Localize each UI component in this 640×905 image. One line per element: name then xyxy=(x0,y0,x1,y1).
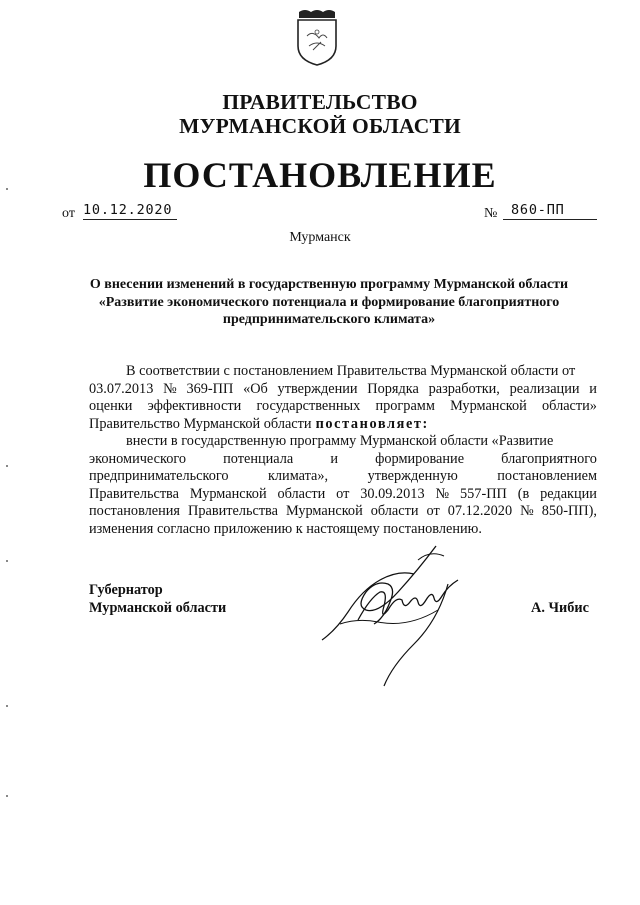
word: постановления xyxy=(89,503,180,519)
word: климата», xyxy=(267,468,329,484)
signatory-position xyxy=(89,582,226,617)
word: государственных xyxy=(256,398,361,414)
word: предпринимательского xyxy=(89,468,229,484)
word: потенциала xyxy=(223,450,294,467)
coat-of-arms-icon xyxy=(293,8,341,66)
word: области xyxy=(370,503,419,519)
word: Мурманской xyxy=(189,485,267,502)
word: утверждении xyxy=(277,380,358,397)
scan-mark xyxy=(6,560,8,562)
word: В соответствии с постановлением Правительства Мурманской области от xyxy=(126,363,576,379)
paragraph-last-line xyxy=(89,416,597,434)
word: благоприятного xyxy=(501,450,597,467)
word: № xyxy=(163,380,177,397)
authority-name-line2: МУРМАНСКОЙ ОБЛАСТИ xyxy=(179,114,461,138)
word: 369-ПП xyxy=(186,380,234,397)
word: 30.09.2013 xyxy=(360,485,425,502)
word: и xyxy=(330,450,339,467)
paragraph-line xyxy=(89,468,597,486)
word: Мурманской xyxy=(285,503,363,519)
word: эффективности xyxy=(147,398,242,414)
word: № xyxy=(520,503,534,519)
document-type: ПОСТАНОВЛЕНИЕ xyxy=(143,155,497,195)
paragraph-last-line xyxy=(89,521,597,539)
scan-mark xyxy=(6,795,8,797)
word: Мурманской xyxy=(450,398,527,414)
word: формирование xyxy=(375,450,465,467)
position-line: Мурманской области xyxy=(89,599,227,616)
word: разработки, xyxy=(428,380,500,397)
handwritten-signature-icon xyxy=(318,540,478,690)
scan-mark xyxy=(6,188,8,190)
word: утвержденную xyxy=(367,468,458,484)
city-name: Мурманск xyxy=(289,230,351,245)
word: экономического xyxy=(89,450,186,467)
scan-mark xyxy=(6,465,8,467)
paragraph-line xyxy=(89,433,597,451)
word: оценки xyxy=(89,398,133,414)
word: внести в государственную программу Мурманской области «Развитие xyxy=(126,433,554,449)
word: № xyxy=(435,485,450,502)
document-number: 860-ПП xyxy=(503,202,597,220)
word: от xyxy=(426,503,440,519)
paragraph-line xyxy=(89,398,597,416)
resolve-keyword: постановляет: xyxy=(315,415,429,432)
paragraph-line xyxy=(89,486,597,504)
word: Правительства xyxy=(89,485,179,502)
word: области xyxy=(277,485,326,502)
paragraph-line xyxy=(89,451,597,469)
word: 03.07.2013 xyxy=(89,380,154,397)
paragraph-line xyxy=(89,381,597,399)
word: области» xyxy=(542,398,597,414)
word: и xyxy=(589,380,597,397)
word: «Об xyxy=(243,380,268,397)
word: редакции xyxy=(540,485,597,502)
text-run: изменения согласно приложению к настоящему постановлению. xyxy=(89,520,482,537)
word: 07.12.2020 xyxy=(447,503,513,519)
position-line: Губернатор xyxy=(89,582,163,598)
word: (в xyxy=(517,485,530,502)
paragraph-resolution xyxy=(89,433,597,538)
word: постановлением xyxy=(497,468,597,484)
signatory-name: А. Чибис xyxy=(531,600,589,616)
word: Правительства xyxy=(188,503,278,519)
authority-name-line1: ПРАВИТЕЛЬСТВО xyxy=(222,90,418,114)
paragraph-preamble xyxy=(89,363,597,433)
word: программ xyxy=(375,398,435,414)
title-line: предпринимательского климата» xyxy=(222,312,436,327)
date-label: от xyxy=(62,206,75,221)
paragraph-line xyxy=(89,503,597,521)
number-label: № xyxy=(484,206,498,221)
word: от xyxy=(336,485,350,502)
word: Порядка xyxy=(367,380,419,397)
word: 850-ПП), xyxy=(541,503,597,519)
paragraph-line xyxy=(89,363,597,381)
document-title xyxy=(62,276,596,329)
title-line: «Развитие экономического потенциала и формирование благоприятного xyxy=(98,294,560,310)
scan-mark xyxy=(6,705,8,707)
word: реализации xyxy=(509,380,580,397)
text-run: Правительство Мурманской области xyxy=(89,415,312,432)
document-date: 10.12.2020 xyxy=(83,202,177,220)
title-line: О внесении изменений в государственную программу Мурманской области xyxy=(89,277,569,292)
word: 557-ПП xyxy=(460,485,507,502)
